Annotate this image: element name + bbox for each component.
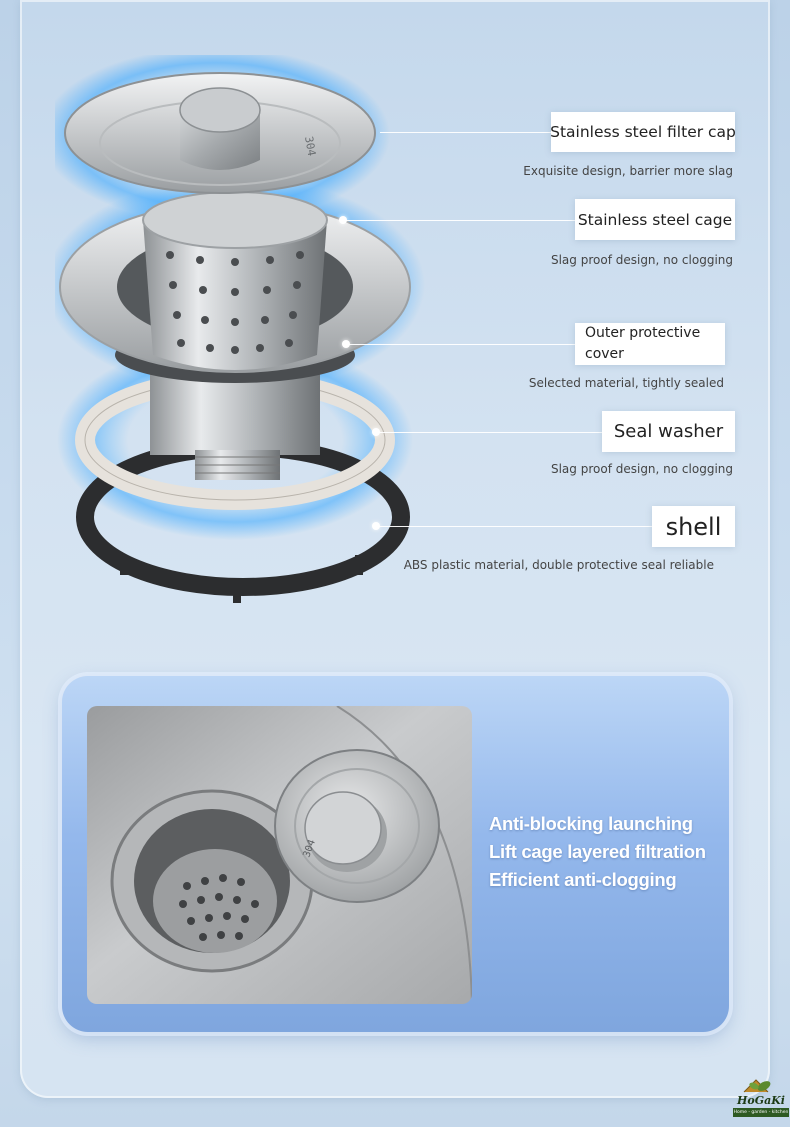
desc-filter-cap: Exquisite design, barrier more slag xyxy=(523,164,733,178)
label-seal-washer: Seal washer xyxy=(602,411,735,452)
leader-line-shell xyxy=(378,526,653,527)
feature-anti-clogging: Efficient anti-clogging xyxy=(489,869,677,890)
svg-text:304: 304 xyxy=(302,135,319,158)
leader-line-cover xyxy=(348,344,575,345)
leader-line-cap xyxy=(380,132,555,133)
feature-layered-filtration: Lift cage layered filtration xyxy=(489,841,706,862)
marker-dot-cover xyxy=(342,340,350,348)
sink-strainer-exploded-view xyxy=(55,55,425,625)
desc-seal-washer: Slag proof design, no clogging xyxy=(550,462,733,476)
brand-name: HoGaKi xyxy=(737,1094,785,1107)
marker-dot-washer xyxy=(372,428,380,436)
photo-cap-marking: 304 xyxy=(301,838,318,860)
label-filter-cap: Stainless steel filter cap xyxy=(551,112,735,152)
marker-dot-shell xyxy=(372,522,380,530)
desc-shell: ABS plastic material, double protective seal reliable xyxy=(403,558,714,572)
desc-outer-cover: Selected material, tightly sealed xyxy=(528,376,724,390)
brand-tagline: Home - garden - kitchen xyxy=(733,1110,789,1115)
installed-strainer-photo xyxy=(87,706,472,1004)
desc-cage: Slag proof design, no clogging xyxy=(550,253,733,267)
label-cage: Stainless steel cage xyxy=(575,199,735,240)
label-shell: shell xyxy=(652,506,735,547)
feature-anti-blocking: Anti-blocking launching xyxy=(489,813,693,834)
leader-line-washer xyxy=(378,432,602,433)
leader-line-cage xyxy=(345,220,577,221)
marker-dot-cage xyxy=(339,216,347,224)
label-outer-cover: Outer protective cover xyxy=(575,323,725,365)
